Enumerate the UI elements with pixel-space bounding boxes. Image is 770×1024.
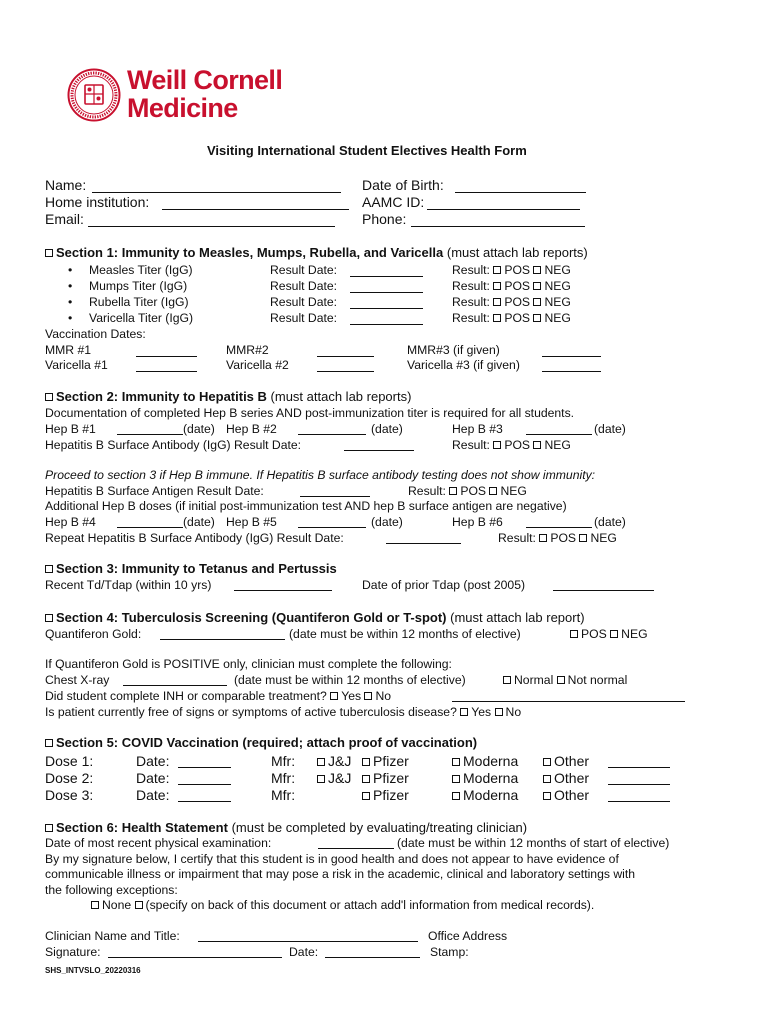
yes-label: Yes — [471, 705, 492, 719]
pos-label: POS — [550, 531, 577, 545]
signature-field[interactable] — [108, 957, 282, 958]
dose1-jj — [317, 753, 351, 769]
dose2-date-label: Date: — [136, 770, 170, 786]
hepb5-label: Hep B #5 — [226, 515, 277, 529]
dose3-other-field[interactable] — [608, 801, 670, 802]
dose1-pfizer — [362, 753, 409, 769]
section-2-title: Section 2: Immunity to Hepatitis B — [56, 389, 267, 404]
section-4-checkbox[interactable] — [45, 614, 53, 622]
cornell-seal-logo — [67, 68, 121, 122]
quantiferon-result — [570, 627, 648, 641]
moderna-label: Moderna — [463, 787, 519, 803]
jj-checkbox[interactable] — [317, 758, 325, 766]
neg-checkbox[interactable] — [533, 266, 541, 274]
section-4-title: Section 4: Tuberculosis Screening (Quantiferon Gold or T-spot) — [56, 610, 447, 625]
phone-field[interactable] — [411, 226, 585, 227]
certification-line-1: By my signature below, I certify that this student is in good health and does not appear to have evidence of — [45, 852, 619, 866]
form-code: SHS_INTVSLO_20220316 — [45, 966, 141, 975]
pos-checkbox[interactable] — [493, 282, 501, 290]
dose3-date-field[interactable] — [178, 801, 231, 802]
tb-free-yes-checkbox[interactable] — [460, 708, 468, 716]
pfizer-checkbox[interactable] — [362, 775, 370, 783]
section-6-note: (must be completed by evaluating/treating clinician) — [231, 820, 528, 835]
name-label: Name: — [45, 177, 87, 193]
varicella3-label: Varicella #3 (if given) — [407, 358, 520, 372]
section-5-title: Section 5: COVID Vaccination (required; attach proof of vaccination) — [56, 735, 478, 750]
repeat-antibody-result — [498, 531, 617, 545]
hepb2-label: Hep B #2 — [226, 422, 277, 436]
other-label: Other — [554, 770, 590, 786]
dose2-other-field[interactable] — [608, 784, 670, 785]
pos-label: POS — [460, 484, 487, 498]
email-field[interactable] — [88, 226, 335, 227]
moderna-label: Moderna — [463, 770, 519, 786]
dob-field[interactable] — [455, 192, 586, 193]
section-4-note: (must attach lab report) — [450, 610, 585, 625]
pfizer-checkbox[interactable] — [362, 792, 370, 800]
measles-titer-label: • Measles Titer (IgG) — [89, 263, 193, 277]
home-institution-field[interactable] — [162, 209, 349, 210]
section-4-header — [45, 610, 585, 625]
measles-result — [452, 263, 571, 277]
section-2-header — [45, 389, 411, 404]
dose2-mfr-label: Mfr: — [271, 770, 296, 786]
hepb3-label: Hep B #3 — [452, 422, 503, 436]
recent-exam-date-field[interactable] — [318, 848, 394, 849]
result-label: Result: — [452, 438, 490, 452]
clinician-name-field[interactable] — [198, 941, 418, 942]
tb-free-question — [45, 705, 521, 719]
dose1-other — [543, 753, 589, 769]
repeat-antibody-date-field[interactable] — [386, 543, 461, 544]
pfizer-checkbox[interactable] — [362, 758, 370, 766]
section-2-note: (must attach lab reports) — [270, 389, 412, 404]
varicella-titer-label: • Varicella Titer (IgG) — [89, 311, 193, 325]
dose2-date-field[interactable] — [178, 784, 231, 785]
dose1-moderna — [452, 753, 518, 769]
hepb4-field[interactable] — [117, 527, 183, 528]
other-label: Other — [554, 753, 590, 769]
jj-label: J&J — [328, 753, 352, 769]
pos-checkbox[interactable] — [449, 487, 457, 495]
normal-checkbox[interactable] — [503, 676, 511, 684]
section-1-header — [45, 245, 588, 260]
pos-label: POS — [504, 438, 531, 452]
exceptions-row — [91, 898, 594, 912]
moderna-label: Moderna — [463, 753, 519, 769]
section-3-header — [45, 561, 337, 576]
tb-free-text: Is patient currently free of signs or symptoms of active tuberculosis disease? — [45, 705, 457, 719]
result-date-label: Result Date: — [270, 295, 338, 309]
dose1-other-field[interactable] — [608, 767, 670, 768]
certification-line-3: the following exceptions: — [45, 883, 178, 897]
surface-antigen-result — [408, 484, 527, 498]
jj-checkbox[interactable] — [317, 775, 325, 783]
neg-checkbox[interactable] — [533, 441, 541, 449]
date-paren: (date) — [371, 515, 403, 529]
section-5-header — [45, 735, 477, 750]
moderna-checkbox[interactable] — [452, 775, 460, 783]
section-6-header — [45, 820, 527, 835]
section-1-note: (must attach lab reports) — [446, 245, 588, 260]
specify-checkbox[interactable] — [135, 901, 143, 909]
certification-line-2: communicable illness or impairment that may pose a risk in the academic, clinical and laboratory settings with — [45, 867, 635, 881]
other-checkbox[interactable] — [543, 775, 551, 783]
inh-no-checkbox[interactable] — [364, 692, 372, 700]
recent-exam-label: Date of most recent physical examination: — [45, 836, 272, 850]
varicella-result — [452, 311, 571, 325]
pos-checkbox[interactable] — [493, 441, 501, 449]
xray-result — [503, 673, 627, 687]
moderna-checkbox[interactable] — [452, 758, 460, 766]
tb-free-no-checkbox[interactable] — [495, 708, 503, 716]
neg-checkbox[interactable] — [533, 314, 541, 322]
hepb2-field[interactable] — [298, 434, 366, 435]
result-label: Result: — [408, 484, 446, 498]
hepb1-label: Hep B #1 — [45, 422, 96, 436]
dose2-jj — [317, 770, 351, 786]
inh-question — [45, 689, 391, 703]
signature-date-field[interactable] — [325, 957, 420, 958]
brand-line-1: Weill Cornell — [127, 65, 283, 95]
neg-checkbox[interactable] — [489, 487, 497, 495]
inh-yes-checkbox[interactable] — [330, 692, 338, 700]
signature-label: Signature: — [45, 945, 101, 959]
dose2-pfizer — [362, 770, 409, 786]
measles-result-date-field[interactable] — [350, 276, 423, 277]
rubella-result-date-field[interactable] — [350, 308, 423, 309]
quantiferon-date-note: (date must be within 12 months of elective) — [289, 627, 521, 641]
pos-label: POS — [504, 263, 531, 277]
neg-label: NEG — [544, 311, 571, 325]
prior-tdap-label: Date of prior Tdap (post 2005) — [362, 578, 526, 592]
hepb-documentation-text: Documentation of completed Hep B series AND post-immunization titer is required for all students. — [45, 406, 575, 420]
jj-label: J&J — [328, 770, 352, 786]
result-date-label: Result Date: — [270, 279, 338, 293]
chest-xray-date-field[interactable] — [123, 685, 227, 686]
name-field[interactable] — [92, 192, 341, 193]
section-5-checkbox[interactable] — [45, 739, 53, 747]
recent-tdap-label: Recent Td/Tdap (within 10 yrs) — [45, 578, 212, 592]
mumps-titer-label: • Mumps Titer (IgG) — [89, 279, 187, 293]
result-label: Result: — [452, 295, 490, 309]
section-6-checkbox[interactable] — [45, 824, 53, 832]
neg-label: NEG — [621, 627, 648, 641]
stamp-label: Stamp: — [430, 945, 469, 959]
dose2-other — [543, 770, 589, 786]
varicella1-field[interactable] — [136, 371, 197, 372]
pfizer-label: Pfizer — [373, 787, 409, 803]
varicella3-field[interactable] — [542, 371, 601, 372]
pos-checkbox[interactable] — [539, 534, 547, 542]
dose1-mfr-label: Mfr: — [271, 753, 296, 769]
inh-details-field[interactable] — [452, 701, 685, 702]
pos-checkbox[interactable] — [570, 630, 578, 638]
dose3-mfr-label: Mfr: — [271, 787, 296, 803]
dose3-pfizer — [362, 787, 409, 803]
neg-label: NEG — [544, 295, 571, 309]
dose3-label: Dose 3: — [45, 787, 94, 803]
surface-antigen-label: Hepatitis B Surface Antigen Result Date: — [45, 484, 264, 498]
hepb6-field[interactable] — [526, 527, 592, 528]
neg-label: NEG — [544, 263, 571, 277]
section-1-title: Section 1: Immunity to Measles, Mumps, Rubella, and Varicella — [56, 245, 444, 260]
pfizer-label: Pfizer — [373, 770, 409, 786]
date-paren: (date) — [183, 515, 215, 529]
pos-checkbox[interactable] — [493, 266, 501, 274]
other-checkbox[interactable] — [543, 758, 551, 766]
surface-antigen-date-field[interactable] — [300, 496, 370, 497]
surface-antibody-result — [452, 438, 571, 452]
aamc-field[interactable] — [427, 209, 580, 210]
quantiferon-date-field[interactable] — [160, 639, 285, 640]
mumps-result — [452, 279, 571, 293]
pos-label: POS — [504, 295, 531, 309]
quantiferon-label: Quantiferon Gold: — [45, 627, 142, 641]
proceed-note: Proceed to section 3 if Hep B immune. If Hepatitis B surface antibody testing does not show immunity: — [45, 468, 596, 482]
result-date-label: Result Date: — [270, 263, 338, 277]
surface-antibody-date-field[interactable] — [344, 450, 414, 451]
rubella-titer-label: • Rubella Titer (IgG) — [89, 295, 189, 309]
mmr3-label: MMR#3 (if given) — [407, 343, 500, 357]
vaccination-dates-label: Vaccination Dates: — [45, 327, 146, 341]
if-positive-text: If Quantiferon Gold is POSITIVE only, clinician must complete the following: — [45, 657, 452, 671]
form-title: Visiting International Student Electives Health Form — [207, 143, 527, 158]
dob-label: Date of Birth: — [362, 177, 444, 193]
other-label: Other — [554, 787, 590, 803]
date-paren: (date) — [371, 422, 403, 436]
section-6-title: Section 6: Health Statement — [56, 820, 228, 835]
neg-checkbox[interactable] — [579, 534, 587, 542]
varicella1-label: Varicella #1 — [45, 358, 108, 372]
normal-label: Normal — [514, 673, 554, 687]
specify-label: (specify on back of this document or attach add'l information from medical records). — [145, 898, 595, 912]
varicella-result-date-field[interactable] — [350, 324, 423, 325]
prior-tdap-field[interactable] — [553, 590, 654, 591]
pos-label: POS — [504, 311, 531, 325]
section-1-checkbox[interactable] — [45, 249, 53, 257]
home-institution-label: Home institution: — [45, 194, 150, 210]
chest-xray-note: (date must be within 12 months of elective) — [234, 673, 466, 687]
result-date-label: Result Date: — [270, 311, 338, 325]
neg-label: NEG — [500, 484, 527, 498]
brand-line-2: Medicine — [127, 93, 238, 123]
hepb4-label: Hep B #4 — [45, 515, 96, 529]
date-paren: (date) — [183, 422, 215, 436]
neg-checkbox[interactable] — [533, 282, 541, 290]
clinician-name-label: Clinician Name and Title: — [45, 929, 180, 943]
recent-tdap-field[interactable] — [234, 590, 332, 591]
varicella2-label: Varicella #2 — [226, 358, 289, 372]
mmr3-field[interactable] — [542, 356, 601, 357]
section-3-title: Section 3: Immunity to Tetanus and Pertussis — [56, 561, 337, 576]
moderna-checkbox[interactable] — [452, 792, 460, 800]
dose2-label: Dose 2: — [45, 770, 94, 786]
neg-label: NEG — [590, 531, 617, 545]
mmr1-field[interactable] — [136, 356, 197, 357]
no-label: No — [375, 689, 392, 703]
signature-date-label: Date: — [289, 945, 319, 959]
hepb3-field[interactable] — [526, 434, 592, 435]
exam-date-note: (date must be within 12 months of start of elective) — [397, 836, 670, 850]
chest-xray-label: Chest X-ray — [45, 673, 110, 687]
date-paren: (date) — [594, 515, 626, 529]
not-normal-checkbox[interactable] — [557, 676, 565, 684]
inh-question-text: Did student complete INH or comparable treatment? — [45, 689, 327, 703]
dose3-other — [543, 787, 589, 803]
section-3-checkbox[interactable] — [45, 565, 53, 573]
mmr2-label: MMR#2 — [226, 343, 269, 357]
dose2-moderna — [452, 770, 518, 786]
mmr2-field[interactable] — [317, 356, 374, 357]
email-label: Email: — [45, 211, 84, 227]
section-2-checkbox[interactable] — [45, 393, 53, 401]
office-address-label: Office Address — [428, 929, 508, 943]
pos-checkbox[interactable] — [493, 314, 501, 322]
dose1-label: Dose 1: — [45, 753, 94, 769]
result-label: Result: — [452, 263, 490, 277]
none-checkbox[interactable] — [91, 901, 99, 909]
surface-antibody-label: Hepatitis B Surface Antibody (IgG) Result Date: — [45, 438, 302, 452]
additional-doses-text: Additional Hep B doses (if initial post-immunization test AND hep B surface antigen are negative) — [45, 499, 567, 513]
no-label: No — [505, 705, 522, 719]
other-checkbox[interactable] — [543, 792, 551, 800]
not-normal-label: Not normal — [567, 673, 628, 687]
phone-label: Phone: — [362, 211, 407, 227]
yes-label: Yes — [341, 689, 362, 703]
dose1-date-field[interactable] — [178, 767, 231, 768]
pfizer-label: Pfizer — [373, 753, 409, 769]
varicella2-field[interactable] — [317, 371, 374, 372]
neg-label: NEG — [544, 279, 571, 293]
result-label: Result: — [452, 279, 490, 293]
pos-label: POS — [504, 279, 531, 293]
result-label: Result: — [498, 531, 536, 545]
dose1-date-label: Date: — [136, 753, 170, 769]
result-label: Result: — [452, 311, 490, 325]
aamc-label: AAMC ID: — [362, 194, 425, 210]
hepb6-label: Hep B #6 — [452, 515, 503, 529]
date-paren: (date) — [594, 422, 626, 436]
neg-checkbox[interactable] — [610, 630, 618, 638]
pos-label: POS — [581, 627, 607, 641]
neg-checkbox[interactable] — [533, 298, 541, 306]
none-label: None — [102, 898, 132, 912]
neg-label: NEG — [544, 438, 571, 452]
mmr1-label: MMR #1 — [45, 343, 92, 357]
rubella-result — [452, 295, 571, 309]
pos-checkbox[interactable] — [493, 298, 501, 306]
hepb1-field[interactable] — [117, 434, 183, 435]
hepb5-field[interactable] — [298, 527, 366, 528]
dose3-moderna — [452, 787, 518, 803]
repeat-antibody-label: Repeat Hepatitis B Surface Antibody (IgG) Result Date: — [45, 531, 344, 545]
dose3-date-label: Date: — [136, 787, 170, 803]
mumps-result-date-field[interactable] — [350, 292, 423, 293]
